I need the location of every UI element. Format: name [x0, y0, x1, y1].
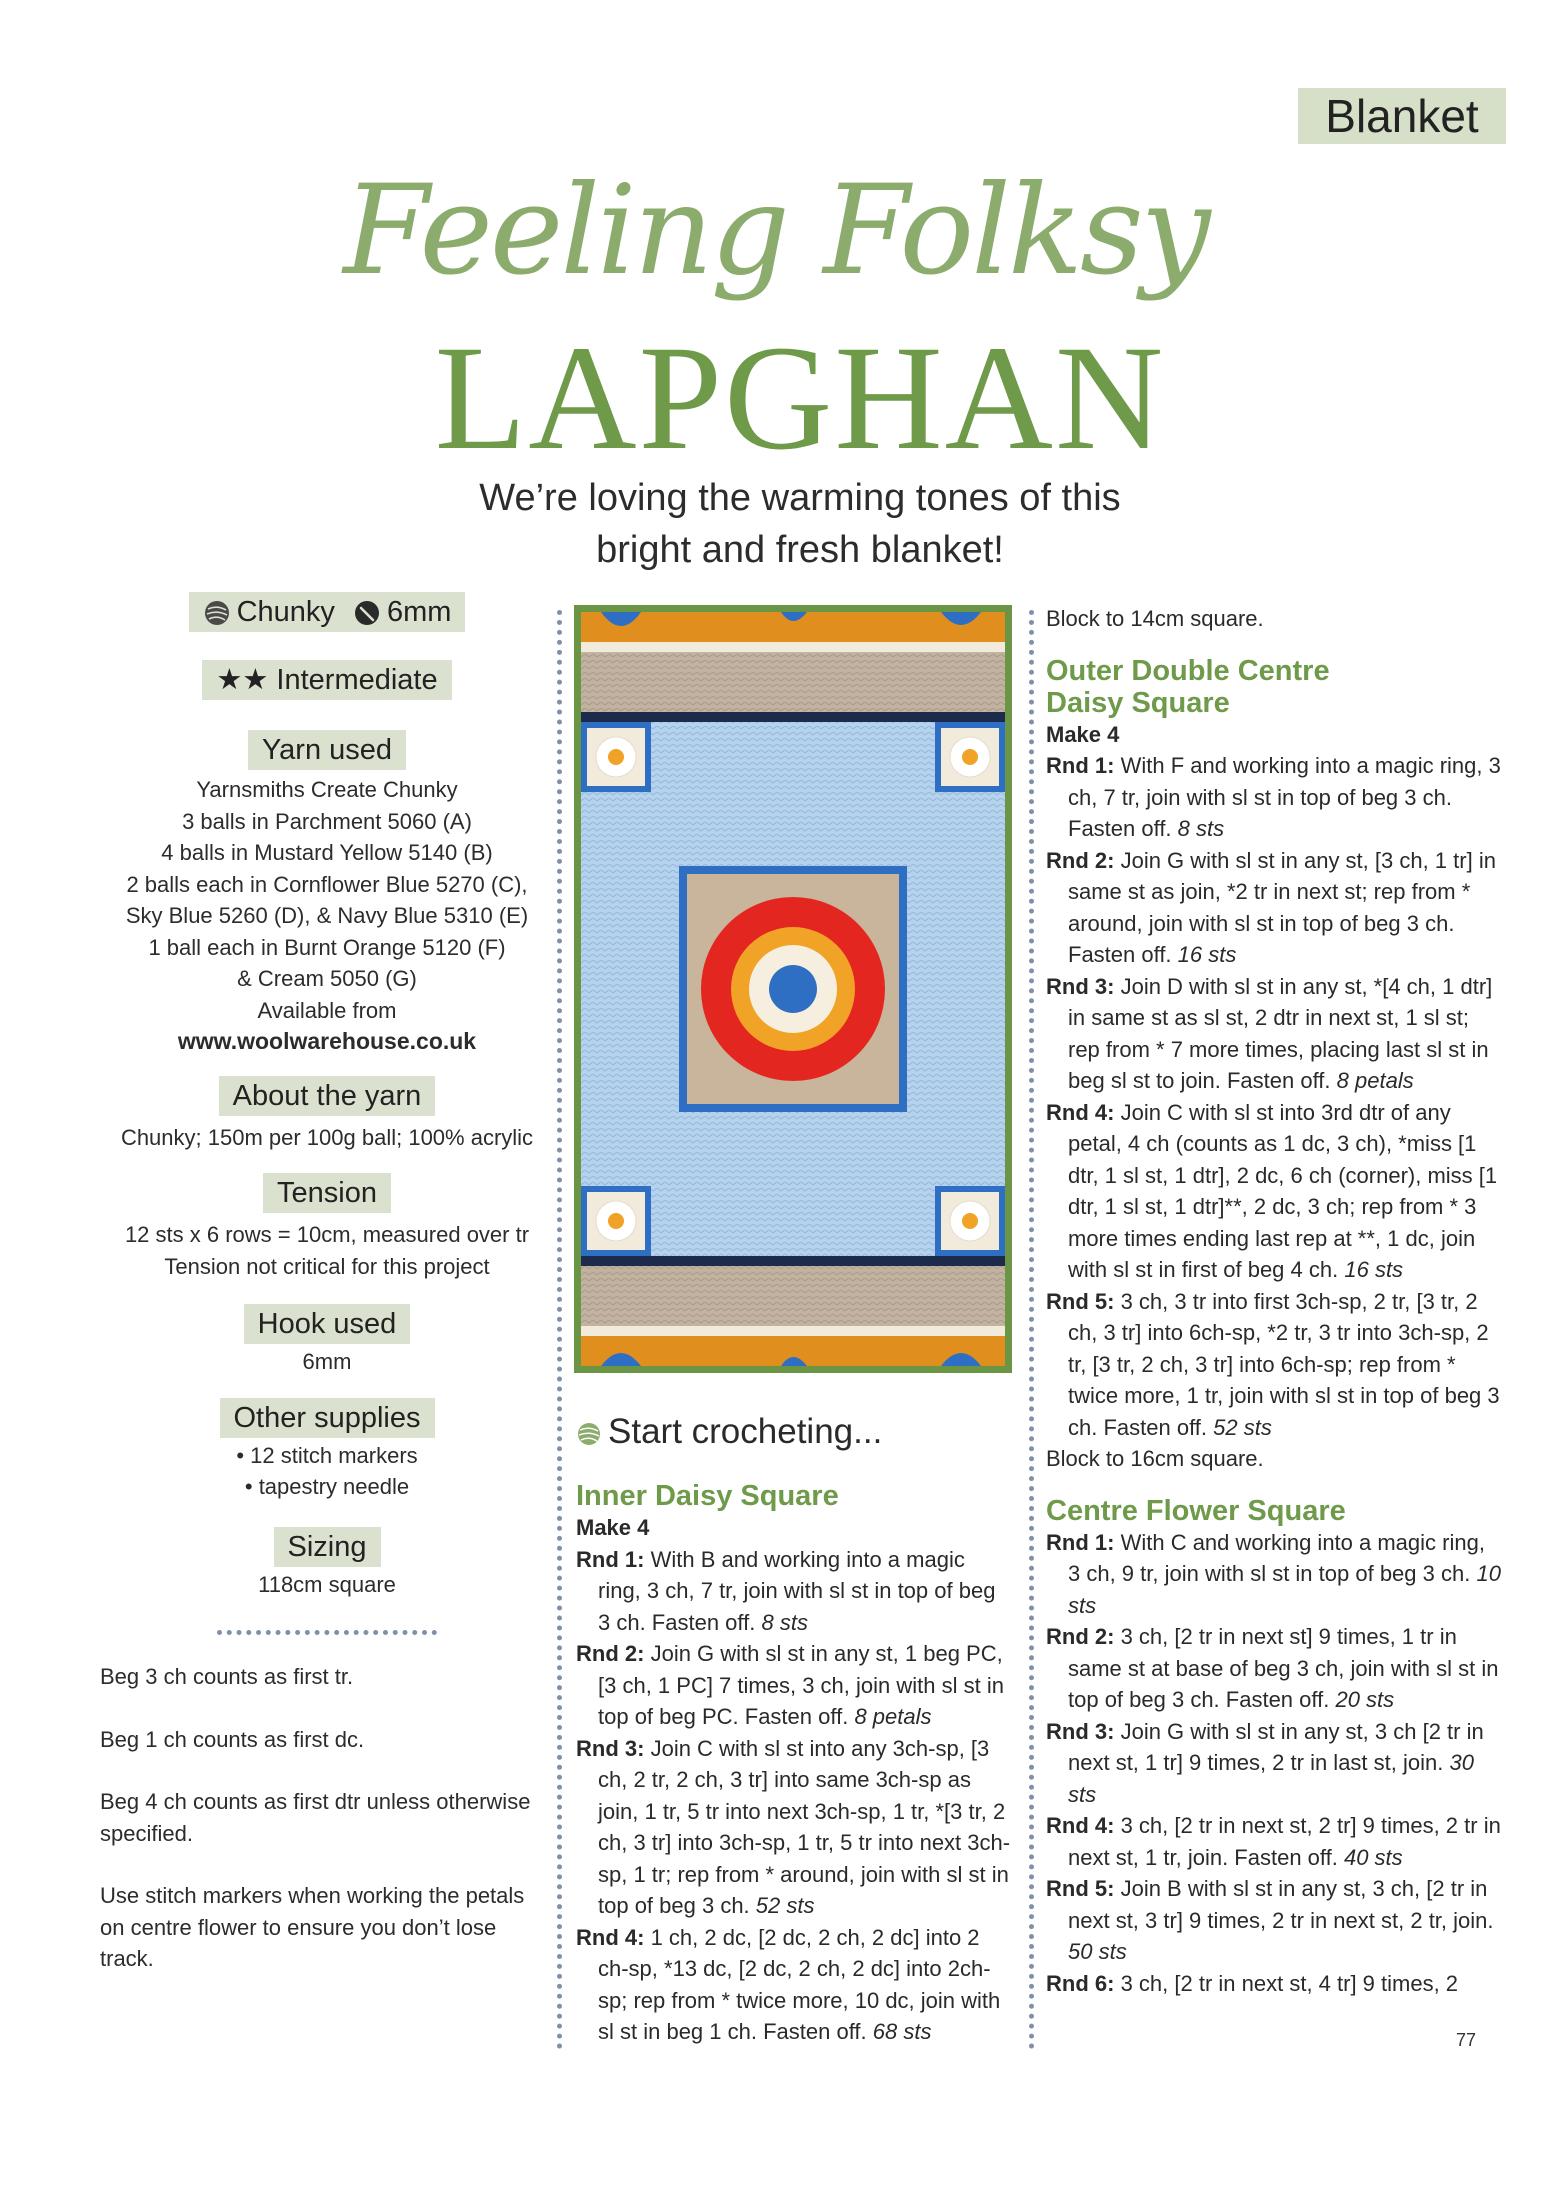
yarn-line: 4 balls in Mustard Yellow 5140 (B)	[161, 840, 493, 865]
round-label: Rnd 3:	[576, 1735, 645, 1761]
note: Use stitch markers when working the petals on centre flower to ensure you don’t lose track.	[100, 1883, 525, 1971]
info-column	[100, 592, 554, 2006]
stitch-count: 52 sts	[755, 1893, 815, 1918]
stitch-count: 68 sts	[872, 2019, 932, 2044]
about-yarn-heading: About the yarn	[219, 1076, 436, 1116]
section-heading-line: Outer Double Centre	[1046, 654, 1330, 687]
column-divider-left	[557, 610, 562, 2050]
round-instruction	[1046, 1716, 1501, 1811]
stitch-count: 20 sts	[1335, 1687, 1395, 1712]
right-column	[1046, 603, 1501, 1999]
title-main: LAPGHAN	[434, 315, 1166, 481]
round-instruction	[1046, 1810, 1501, 1873]
round-instruction	[1046, 1621, 1501, 1716]
dotted-divider	[217, 1630, 437, 1635]
yarn-weight: Chunky	[236, 596, 335, 628]
round-text: 3 ch, [2 tr in next st, 4 tr] 9 times, 2	[1120, 1970, 1459, 1996]
round-text: Join C with sl st into 3rd dtr of any petal, 4 ch (counts as 1 dc, 3 ch), *miss [1 dtr, 1 sl st, 1 dtr], 2 dc, 6 ch (corner), miss [1 dtr, 1 sl st, 1 dtr]**, 2 dc, 3 ch; rep from * 3 more times ending last rep at **, 1 dc, join with sl st in first of beg 4 ch.	[1068, 1099, 1498, 1282]
supplier-link[interactable]: www.woolwarehouse.co.uk	[177, 1028, 477, 1054]
round-label: Rnd 5:	[1046, 1288, 1115, 1314]
round-label: Rnd 4:	[576, 1924, 645, 1950]
stitch-count: 8 sts	[1177, 816, 1225, 841]
round-instruction	[1046, 1527, 1501, 1622]
round-instruction	[1046, 971, 1501, 1097]
blanket-illustration	[581, 612, 1005, 1366]
stitch-count: 8 petals	[854, 1704, 932, 1729]
yarn-used-heading: Yarn used	[248, 730, 406, 770]
round-label: Rnd 4:	[1046, 1099, 1115, 1125]
yarn-line: Yarnsmiths Create Chunky	[196, 777, 458, 802]
stitch-count: 30 sts	[1068, 1750, 1474, 1807]
round-label: Rnd 1:	[1046, 1529, 1115, 1555]
round-text: With F and working into a magic ring, 3 ch, 7 tr, join with sl st in top of beg 3 ch. Fasten off.	[1068, 753, 1501, 841]
middle-column	[576, 1410, 1012, 2048]
round-label: Rnd 4:	[1046, 1813, 1115, 1838]
round-instruction	[576, 1733, 1012, 1922]
round-label: Rnd 2:	[1046, 1624, 1115, 1649]
title-script: Feeling Folksy	[343, 159, 1208, 303]
round-label: Rnd 1:	[576, 1546, 645, 1572]
start-heading-text: Start crocheting...	[608, 1412, 883, 1451]
stitch-count: 40 sts	[1343, 1844, 1403, 1870]
subtitle-line-2: bright and fresh blanket!	[596, 529, 1004, 571]
yarn-used-list	[100, 774, 554, 1058]
round-text: Join G with sl st in any st, 1 beg PC, [3 ch, 1 PC] 7 times, 3 ch, join with sl st in top of beg PC. Fasten off.	[598, 1641, 1004, 1729]
other-supplies-heading: Other supplies	[220, 1398, 435, 1438]
star-icon: ★★	[216, 664, 269, 696]
round-instruction	[1046, 1968, 1501, 2000]
round-label: Rnd 3:	[1046, 973, 1115, 999]
round-text: Join G with sl st in any st, 3 ch [2 tr in next st, 1 tr] 9 times, 2 tr in last st, join.	[1068, 1718, 1484, 1775]
yarn-line: 2 balls each in Cornflower Blue 5270 (C),	[126, 871, 528, 897]
round-instruction	[1046, 845, 1501, 971]
round-text: Join C with sl st into any 3ch-sp, [3 ch, 2 tr, 2 ch, 3 tr] into same 3ch-sp as join, 1 tr, 5 tr into next 3ch-sp, 1 tr, *[3 tr, 2 ch, 3 tr] into 3ch-sp, 1 tr, 5 tr into next 3ch-sp, 1 tr; rep from * around, join with sl st in top of beg 3 ch.	[598, 1735, 1011, 1918]
make-count: Make 4	[1046, 721, 1120, 747]
hook-used-heading: Hook used	[244, 1304, 411, 1344]
hook-icon	[353, 599, 381, 627]
stitch-count: 50 sts	[1068, 1939, 1127, 1964]
sizing-text: 118cm square	[258, 1571, 396, 1597]
yarn-line: & Cream 5050 (G)	[237, 966, 417, 991]
round-text: With B and working into a magic ring, 3 ch, 7 tr, join with sl st in top of beg 3 ch. Fasten off.	[598, 1546, 996, 1635]
column-divider-right	[1029, 610, 1034, 2050]
note: Beg 1 ch counts as first dc.	[100, 1726, 365, 1752]
yarn-ball-icon	[576, 1421, 602, 1447]
round-instruction	[1046, 1286, 1501, 1444]
hook-used-text: 6mm	[302, 1349, 352, 1374]
section-tag: Blanket	[1298, 88, 1506, 144]
sizing-heading: Sizing	[274, 1527, 381, 1567]
start-heading	[576, 1410, 1012, 1454]
yarn-line: 1 ball each in Burnt Orange 5120 (F)	[148, 934, 506, 960]
round-text: 3 ch, [2 tr in next st, 2 tr] 9 times, 2 tr in next st, 1 tr, join. Fasten off.	[1068, 1813, 1501, 1870]
section-heading-centre-flower: Centre Flower Square	[1046, 1494, 1346, 1527]
hook-size: 6mm	[386, 596, 452, 628]
round-instruction	[576, 1544, 1012, 1639]
yarn-line: 3 balls in Parchment 5060 (A)	[182, 808, 472, 834]
supplies-list	[100, 1440, 554, 1503]
yarn-line: Sky Blue 5260 (D), & Navy Blue 5310 (E)	[125, 903, 529, 928]
round-instruction	[1046, 1097, 1501, 1286]
stitch-count: 52 sts	[1213, 1414, 1272, 1440]
section-heading-outer-daisy	[1046, 655, 1501, 719]
subtitle-line-1: We’re loving the warming tones of this	[479, 477, 1121, 519]
pattern-notes	[100, 1661, 554, 1975]
round-label: Rnd 6:	[1046, 1970, 1115, 1996]
round-label: Rnd 2:	[576, 1641, 645, 1666]
tension-text	[100, 1219, 554, 1282]
stitch-count: 16 sts	[1177, 942, 1237, 967]
note: Beg 3 ch counts as first tr.	[100, 1664, 354, 1689]
yarn-line: Available from	[257, 997, 397, 1023]
note: Beg 4 ch counts as first dtr unless otherwise specified.	[100, 1789, 531, 1846]
supply-item: • 12 stitch markers	[236, 1442, 418, 1468]
subtitle	[400, 472, 1200, 576]
round-text: Join D with sl st in any st, *[4 ch, 1 dtr] in same st as sl st, 2 dtr in next st, 1 sl st; rep from * 7 more times, placing last sl st in beg sl st to join. Fasten off.	[1068, 973, 1493, 1093]
round-instruction	[576, 1922, 1012, 2048]
stitch-count: 8 sts	[761, 1609, 808, 1635]
stitch-count: 16 sts	[1344, 1257, 1404, 1282]
round-label: Rnd 2:	[1046, 847, 1115, 873]
blanket-photo	[574, 605, 1012, 1373]
round-text: Join G with sl st in any st, [3 ch, 1 tr] in same st as join, *2 tr in next st; rep from * around, join with sl st in top of beg 3 ch. Fasten off.	[1068, 847, 1496, 967]
section-heading-inner-daisy: Inner Daisy Square	[576, 1480, 839, 1512]
tension-line: 12 sts x 6 rows = 10cm, measured over tr	[124, 1222, 530, 1247]
supply-item: • tapestry needle	[244, 1474, 410, 1499]
skill-level: Intermediate	[276, 664, 438, 696]
section-heading-line: Daisy Square	[1046, 686, 1230, 719]
round-label: Rnd 5:	[1046, 1876, 1115, 1901]
round-text: Join B with sl st in any st, 3 ch, [2 tr in next st, 3 tr] 9 times, 2 tr in next st, 2 tr, join.	[1068, 1876, 1494, 1933]
block-instruction: Block to 16cm square.	[1046, 1446, 1264, 1471]
skill-level-pill	[202, 660, 451, 700]
tension-heading: Tension	[263, 1173, 391, 1213]
round-instruction	[1046, 750, 1501, 845]
stitch-count: 8 petals	[1336, 1068, 1414, 1093]
tension-line: Tension not critical for this project	[164, 1253, 490, 1279]
page-number: 77	[1456, 2030, 1477, 2050]
round-text: 3 ch, 3 tr into first 3ch-sp, 2 tr, [3 tr, 2 ch, 3 tr] into 6ch-sp, *2 tr, 3 tr into 3ch-sp, 2 tr, [3 tr, 2 ch, 3 tr] into 6ch-sp; rep from * twice more, 1 tr, join with sl st in top of beg 3 ch. Fasten off.	[1068, 1288, 1500, 1440]
round-instruction	[1046, 1873, 1501, 1968]
make-count: Make 4	[576, 1515, 650, 1540]
weight-hook-pill	[189, 592, 466, 632]
round-label: Rnd 1:	[1046, 753, 1115, 778]
round-instruction	[576, 1638, 1012, 1733]
round-text: 3 ch, [2 tr in next st] 9 times, 1 tr in same st at base of beg 3 ch, join with sl st in top of beg 3 ch. Fasten off.	[1068, 1624, 1499, 1712]
round-label: Rnd 3:	[1046, 1718, 1115, 1744]
block-instruction: Block to 14cm square.	[1046, 606, 1264, 631]
yarn-ball-icon	[203, 599, 231, 627]
round-text: With C and working into a magic ring, 3 ch, 9 tr, join with sl st in top of beg 3 ch.	[1068, 1529, 1485, 1586]
stitch-count: 10 sts	[1068, 1561, 1501, 1618]
round-text: 1 ch, 2 dc, [2 dc, 2 ch, 2 dc] into 2 ch-sp, *13 dc, [2 dc, 2 ch, 2 dc] into 2ch-sp; rep from * twice more, 10 dc, join with sl st in beg 1 ch. Fasten off.	[598, 1924, 1001, 2044]
about-yarn-text: Chunky; 150m per 100g ball; 100% acrylic	[120, 1124, 534, 1150]
